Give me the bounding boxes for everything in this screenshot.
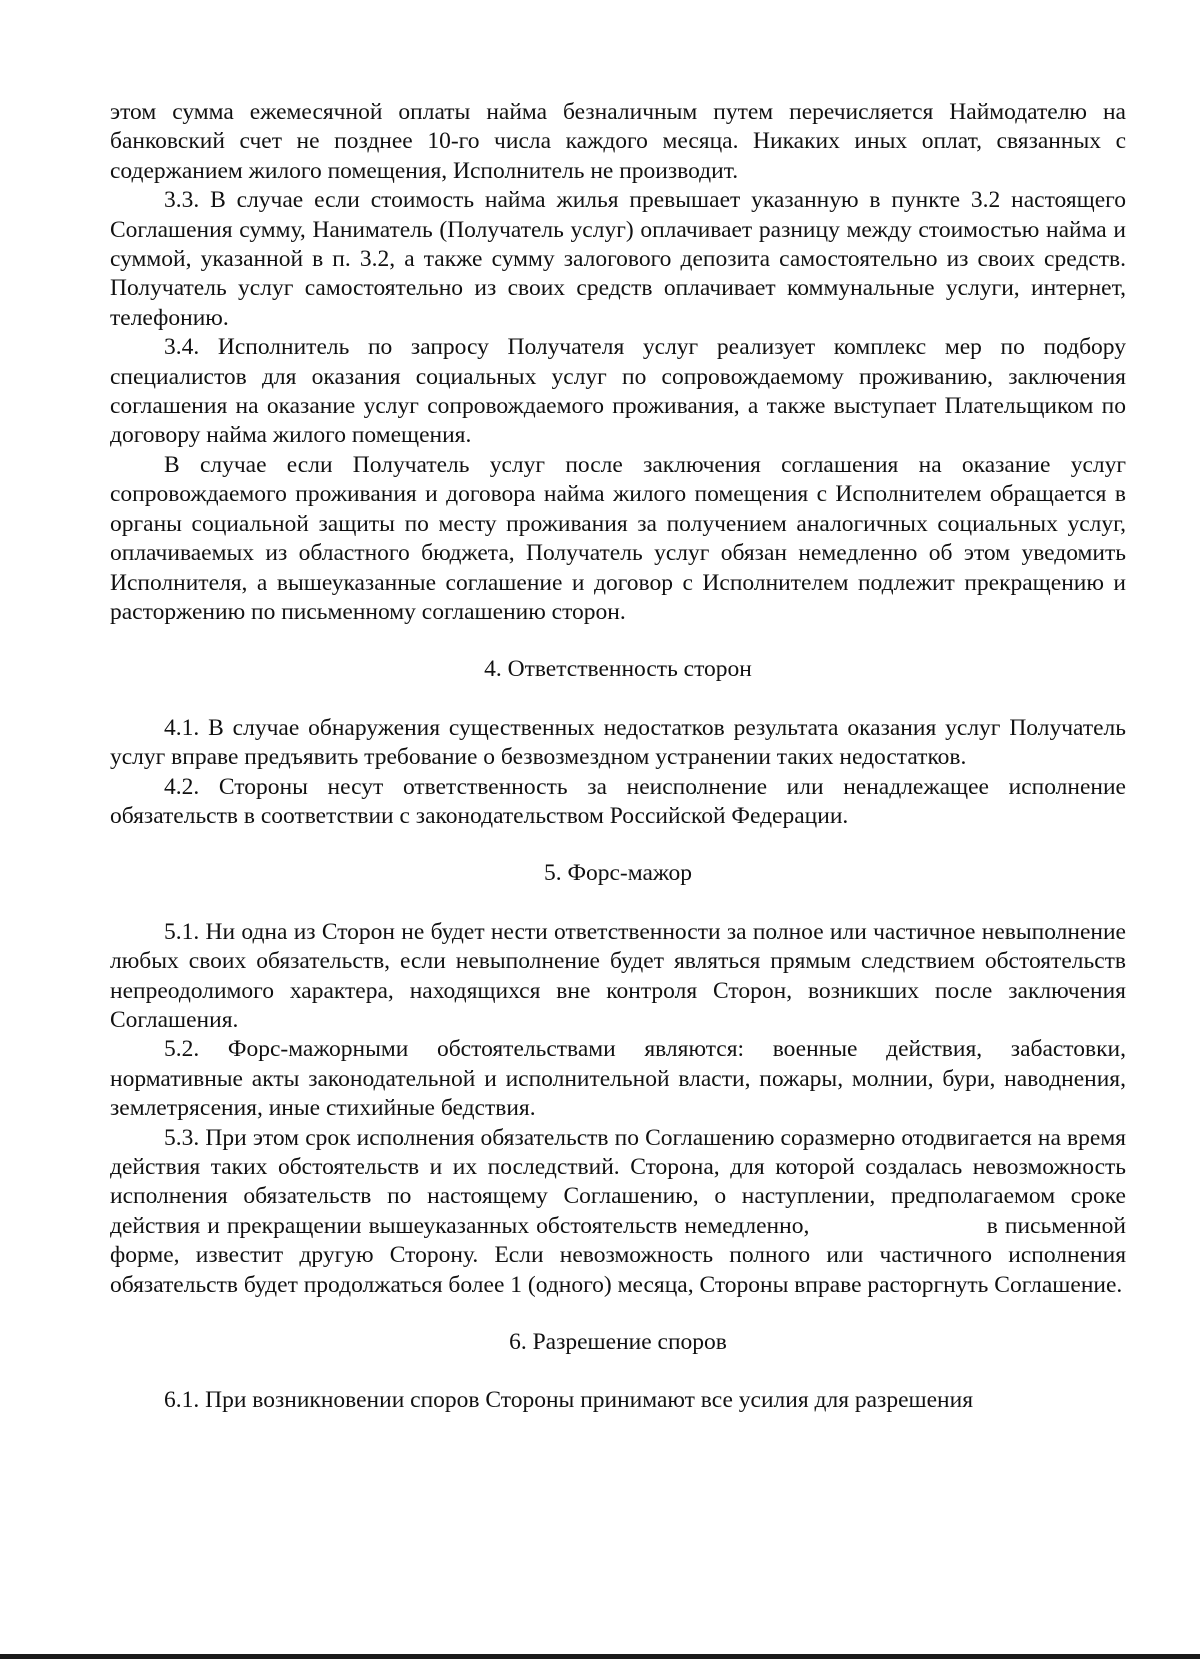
paragraph-5-2: 5.2. Форс-мажорными обстоятельствами являются: военные действия, забастовки, нормативные акты законодательной и исполнительной власти, пожары, молнии, бури, наводнения, землетрясения, иные стихийные бедствия. xyxy=(110,1036,1126,1122)
paragraph-3-2-continuation: этом сумма ежемесячной оплаты найма безналичным путем перечисляется Наймодателю на банковский счет не позднее 10-го числа каждого месяца. Никаких иных оплат, связанных с содержанием жилого помещения, Исполнитель не производит. xyxy=(110,99,1126,184)
paragraph-5-1: 5.1. Ни одна из Сторон не будет нести ответственности за полное или частичное невыполнение любых своих обязательств, если невыполнение будет являться прямым следствием обстоятельств непреодолимого характера, находящихся вне контроля Сторон, возникших после заключения Соглашения. xyxy=(110,918,1126,1033)
paragraph-3-4: 3.4. Исполнитель по запросу Получателя услуг реализует комплекс мер по подбору специалистов для оказания социальных услуг по сопровождаемому проживанию, заключения соглашения на оказание услуг сопровождаемого проживания, а также выступает Плательщиком по договору найма жилого помещения. xyxy=(110,334,1126,449)
paragraph-3-3: 3.3. В случае если стоимость найма жилья превышает указанную в пункте 3.2 настоящего Соглашения сумму, Наниматель (Получатель услуг) оплачивает разницу между стоимостью найма и суммой, указанной в п. 3.2, а также сумму залогового депозита самостоятельно из своих средств. Получатель услуг самостоятельно из своих средств оплачивает коммунальные услуги, интернет, телефонию. xyxy=(110,187,1126,331)
paragraph-6-1: 6.1. При возникновении споров Стороны принимают все усилия для разрешения xyxy=(164,1387,974,1414)
paragraph-4-1: 4.1. В случае обнаружения существенных недостатков результата оказания услуг Получатель услуг вправе предъявить требование о безвозмездном устранении таких недостатков. xyxy=(110,714,1126,771)
scan-bottom-edge xyxy=(0,1654,1200,1659)
section-heading-6: 6. Разрешение споров xyxy=(509,1329,727,1356)
section-heading-4: 4. Ответственность сторон xyxy=(484,656,752,683)
paragraph-3-4-second: В случае если Получатель услуг после заключения соглашения на оказание услуг сопровождаемого проживания и договора найма жилого помещения с Исполнителем обращается в органы социальной защиты по месту проживания за получением аналогичных социальных услуг, оплачиваемых из областного бюджета, Получатель услуг обязан немедленно об этом уведомить Исполнителя, а вышеуказанные соглашение и договор с Исполнителем подлежит прекращению и расторжению по письменному соглашению сторон. xyxy=(110,451,1126,625)
paragraph-4-2: 4.2. Стороны несут ответственность за неисполнение или ненадлежащее исполнение обязательств в соответствии с законодательством Российской Федерации. xyxy=(110,773,1126,829)
paragraph-5-3: 5.3. При этом срок исполнения обязательств по Соглашению соразмерно отодвигается на время действия таких обстоятельств и их последствий. Сторона, для которой создалась невозможность исполнения обязательств по настоящему Соглашению, о наступлении, предполагаемом сроке действия и прекращении вышеуказанных обстоятельств немедленно, в письменной форме, известит другую Сторону. Если невозможность полного или частичного исполнения обязательств будет продолжаться более 1 (одного) месяца, Стороны вправе расторгнуть Соглашение. xyxy=(110,1124,1132,1298)
section-heading-5: 5. Форс-мажор xyxy=(543,860,693,887)
document-page xyxy=(110,98,1132,1416)
